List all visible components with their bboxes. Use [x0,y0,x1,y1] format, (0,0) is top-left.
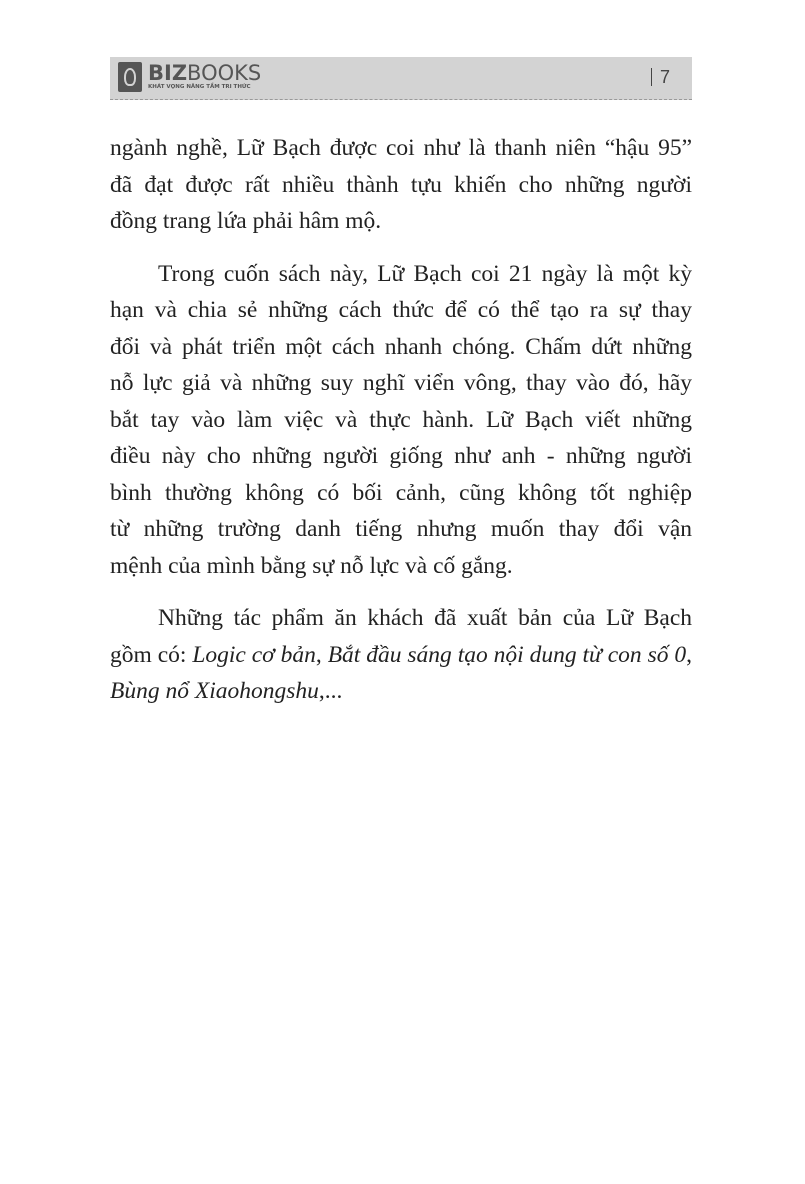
page-header [110,57,692,100]
text-line: Những tác phẩm ăn khách đã xuất bản của Lữ Bạch [158,605,692,631]
text-line: điều này cho những người giống như anh - những người [110,443,692,469]
text: ,... [318,678,343,704]
text: , [686,641,692,668]
text-line: bắt tay vào làm việc và thực hành. Lữ Bạch viết những [110,406,692,433]
text-line: từ những trường danh tiếng nhưng muốn thay đổi vận [110,516,692,542]
book-title: Logic cơ bản [192,641,316,668]
text-line: hạn và chia sẻ những cách thức để có thể tạo ra sự thay [110,297,692,323]
text-line [110,637,692,674]
brand-bold: BIZ [148,61,188,85]
page-body [110,130,692,726]
text-line: đổi và phát triển một cách nhanh chóng. Chấm dứt những [110,333,692,360]
text-line: đã đạt được rất nhiều thành tựu khiến cho những người [110,171,692,198]
brand-light: BOOKS [187,61,262,85]
paragraph-2 [110,256,692,585]
text-line: bình thường không có bối cảnh, cũng không tốt nghiệp [110,479,692,506]
text-line [110,673,692,710]
text-line: ngành nghề, Lữ Bạch được coi như là thanh niên “hậu 95” [110,135,692,161]
text-line: mệnh của mình bằng sự nỗ lực và cố gắng. [110,552,513,579]
paragraph-1 [110,130,692,240]
book-title: Bùng nổ Xiaohongshu [110,678,319,704]
book-title: Bắt đầu sáng tạo nội dung từ con số 0 [327,641,687,668]
text-line: đồng trang lứa phải hâm mộ. [110,208,382,234]
brand-tagline: KHÁT VỌNG NÂNG TẦM TRI THỨC [148,84,251,90]
bizbooks-logo [118,62,261,92]
logo-icon [118,62,142,92]
text: gồm có: [110,641,193,668]
page-number: 7 [651,67,670,88]
text-line: Trong cuốn sách này, Lữ Bạch coi 21 ngày là một kỳ [158,260,692,287]
text-line: nỗ lực giả và những suy nghĩ viển vông, thay vào đó, hãy [110,370,692,396]
text: , [315,641,328,668]
paragraph-3 [110,600,692,710]
